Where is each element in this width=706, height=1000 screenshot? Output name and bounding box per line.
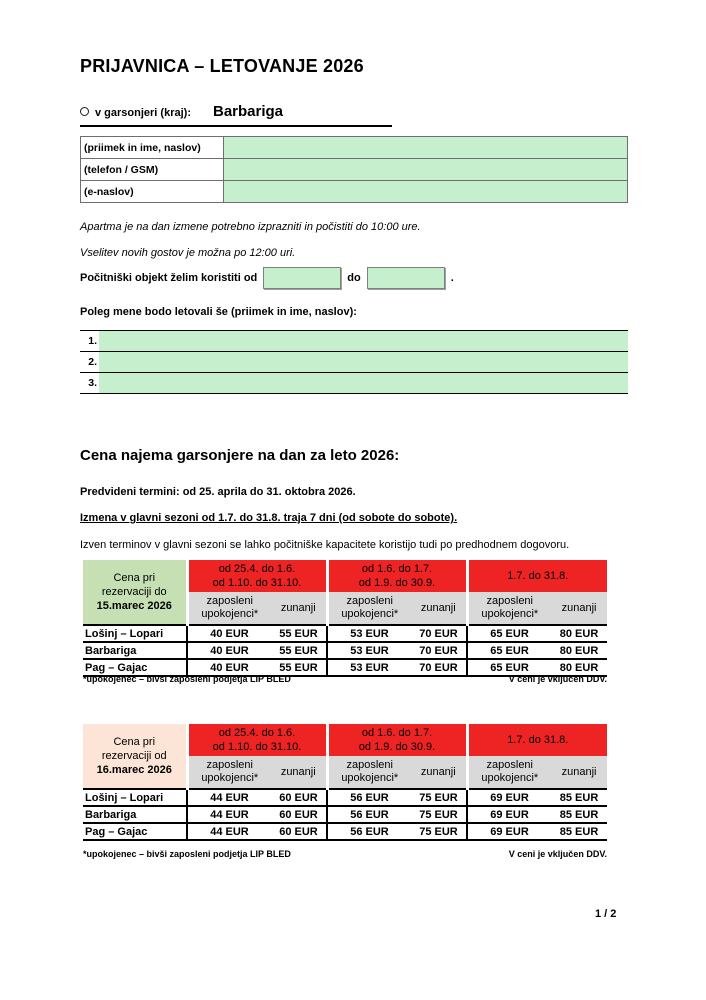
contact-label-email: (e-naslov) — [81, 181, 224, 203]
price-cell: 80 EUR — [551, 659, 607, 676]
price-cell: 80 EUR — [551, 625, 607, 642]
contact-form — [80, 136, 628, 203]
price-cell: 75 EUR — [411, 806, 467, 823]
price-cell: 55 EUR — [271, 625, 327, 642]
table-row — [83, 625, 607, 642]
subheader-external: zunanji — [411, 592, 467, 625]
subheader-external: zunanji — [271, 756, 327, 789]
companion-number: 3. — [80, 373, 99, 394]
period-line2: od 1.10. do 31.10. — [212, 741, 302, 753]
period-line1: od 25.4. do 1.6. — [218, 727, 296, 739]
subheader-employee — [187, 592, 271, 625]
row-label: Lošinj – Lopari — [83, 625, 187, 642]
period-line1: 1.7. do 31.8. — [507, 734, 569, 746]
price-cell: 75 EUR — [411, 789, 467, 806]
subheader-employee — [467, 756, 551, 789]
price-cell: 85 EUR — [551, 789, 607, 806]
companion-number: 1. — [80, 331, 99, 352]
table-row — [80, 331, 628, 352]
date-from-field[interactable] — [263, 267, 341, 289]
subheader-employee — [467, 592, 551, 625]
price-cell: 40 EUR — [187, 642, 271, 659]
footnote-left: *upokojenec – bivši zaposleni podjetja LIP BLED — [83, 849, 291, 859]
price-cell: 55 EUR — [271, 642, 327, 659]
subheader-employee-line1: zaposleni — [346, 759, 393, 771]
price-cell: 69 EUR — [467, 823, 551, 840]
pricing-main-season: Izmena v glavni sezoni od 1.7. do 31.8. traja 7 dni (od sobote do sobote). — [80, 512, 458, 524]
pricing-heading: Cena najema garsonjere na dan za leto 2026: — [80, 447, 400, 464]
corner-line2: rezervaciji od — [101, 750, 167, 762]
subheader-employee-line1: zaposleni — [206, 759, 253, 771]
price-cell: 60 EUR — [271, 823, 327, 840]
price-cell: 85 EUR — [551, 806, 607, 823]
price-cell: 65 EUR — [467, 625, 551, 642]
price-cell: 75 EUR — [411, 823, 467, 840]
subheader-employee-line2: upokojenci* — [201, 608, 259, 620]
companions-table — [80, 330, 628, 394]
price-cell: 53 EUR — [327, 625, 411, 642]
contact-field-phone[interactable] — [224, 159, 628, 181]
subheader-employee-line2: upokojenci* — [341, 772, 399, 784]
contact-field-email[interactable] — [224, 181, 628, 203]
subheader-external: zunanji — [271, 592, 327, 625]
period-line1: 1.7. do 31.8. — [507, 570, 569, 582]
corner-line1: Cena pri — [113, 572, 156, 584]
table-corner-cell — [83, 560, 187, 625]
subheader-external: zunanji — [551, 592, 607, 625]
price-table-late — [83, 724, 607, 841]
price-cell: 56 EUR — [327, 806, 411, 823]
row-label: Pag – Gajac — [83, 659, 187, 676]
price-cell: 40 EUR — [187, 659, 271, 676]
price-cell: 40 EUR — [187, 625, 271, 642]
price-cell: 70 EUR — [411, 625, 467, 642]
contact-field-name[interactable] — [224, 137, 628, 159]
price-cell: 55 EUR — [271, 659, 327, 676]
subheader-employee-line2: upokojenci* — [481, 772, 539, 784]
footnote-right: V ceni je vključen DDV. — [508, 674, 607, 684]
subheader-employee-line2: upokojenci* — [481, 608, 539, 620]
table-row — [83, 642, 607, 659]
subheader-employee — [187, 756, 271, 789]
subheader-employee-line1: zaposleni — [206, 595, 253, 607]
subheader-external: zunanji — [411, 756, 467, 789]
price-cell: 69 EUR — [467, 806, 551, 823]
location-label: v garsonjeri (kraj): — [95, 107, 191, 119]
price-cell: 60 EUR — [271, 789, 327, 806]
subheader-employee — [327, 592, 411, 625]
table-footnote — [83, 849, 607, 859]
table-corner-cell — [83, 724, 187, 789]
price-cell: 69 EUR — [467, 789, 551, 806]
date-to-field[interactable] — [367, 267, 445, 289]
price-cell: 44 EUR — [187, 806, 271, 823]
price-cell: 53 EUR — [327, 642, 411, 659]
table-row — [81, 137, 628, 159]
period-header-1 — [187, 724, 327, 756]
price-cell: 85 EUR — [551, 823, 607, 840]
usage-period-line — [80, 267, 454, 289]
price-cell: 70 EUR — [411, 642, 467, 659]
period-line2: od 1.10. do 31.10. — [212, 577, 302, 589]
subheader-employee-line1: zaposleni — [486, 595, 533, 607]
period-line1: od 1.6. do 1.7. — [361, 563, 433, 575]
ring-bullet-icon — [80, 107, 89, 116]
price-cell: 65 EUR — [467, 642, 551, 659]
period-header-1 — [187, 560, 327, 592]
table-footnote — [83, 674, 607, 684]
row-label: Pag – Gajac — [83, 823, 187, 840]
usage-prefix: Počitniški objekt želim koristiti od — [80, 272, 258, 284]
location-row — [80, 103, 392, 127]
period-header-3 — [467, 560, 607, 592]
row-label: Barbariga — [83, 642, 187, 659]
table-row — [80, 373, 628, 394]
pricing-off-season: Izven terminov v glavni sezoni se lahko počitniške kapacitete koristijo tudi po predhodnem dogovoru. — [80, 539, 570, 551]
corner-date: 15.marec 2026 — [96, 600, 172, 612]
corner-line1: Cena pri — [113, 736, 156, 748]
page-title: PRIJAVNICA – LETOVANJE 2026 — [80, 56, 364, 76]
price-cell: 56 EUR — [327, 789, 411, 806]
period-line1: od 25.4. do 1.6. — [218, 563, 296, 575]
price-cell: 60 EUR — [271, 806, 327, 823]
period-header-2 — [327, 560, 467, 592]
contact-label-name: (priimek in ime, naslov) — [81, 137, 224, 159]
pricing-terms: Predvideni termini: od 25. aprila do 31. oktobra 2026. — [80, 486, 356, 498]
price-cell: 80 EUR — [551, 642, 607, 659]
companions-intro: Poleg mene bodo letovali še (priimek in ime, naslov): — [80, 306, 357, 318]
table-row — [80, 352, 628, 373]
subheader-employee-line2: upokojenci* — [201, 772, 259, 784]
price-cell: 44 EUR — [187, 823, 271, 840]
price-table-early — [83, 560, 607, 677]
subheader-employee-line1: zaposleni — [346, 595, 393, 607]
subheader-employee-line2: upokojenci* — [341, 608, 399, 620]
table-row — [83, 789, 607, 806]
usage-suffix: . — [450, 272, 454, 284]
contact-label-phone: (telefon / GSM) — [81, 159, 224, 181]
companion-number: 2. — [80, 352, 99, 373]
companion-field-1[interactable] — [99, 331, 628, 352]
note-empty-by: Apartma je na dan izmene potrebno izprazniti in počistiti do 10:00 ure. — [80, 221, 421, 233]
price-cell: 53 EUR — [327, 659, 411, 676]
companion-field-2[interactable] — [99, 352, 628, 373]
subheader-external: zunanji — [551, 756, 607, 789]
companion-field-3[interactable] — [99, 373, 628, 394]
subheader-employee-line1: zaposleni — [486, 759, 533, 771]
table-row — [81, 159, 628, 181]
period-line1: od 1.6. do 1.7. — [361, 727, 433, 739]
period-header-3 — [467, 724, 607, 756]
price-cell: 44 EUR — [187, 789, 271, 806]
period-header-2 — [327, 724, 467, 756]
row-label: Barbariga — [83, 806, 187, 823]
corner-line2: rezervaciji do — [101, 586, 167, 598]
footnote-right: V ceni je vključen DDV. — [508, 849, 607, 859]
subheader-employee — [327, 756, 411, 789]
usage-between: do — [347, 272, 361, 284]
price-cell: 56 EUR — [327, 823, 411, 840]
footnote-left: *upokojenec – bivši zaposleni podjetja LIP BLED — [83, 674, 291, 684]
price-cell: 65 EUR — [467, 659, 551, 676]
page-number: 1 / 2 — [595, 908, 617, 920]
period-line2: od 1.9. do 30.9. — [358, 577, 436, 589]
period-line2: od 1.9. do 30.9. — [358, 741, 436, 753]
location-value: Barbariga — [212, 103, 284, 120]
row-label: Lošinj – Lopari — [83, 789, 187, 806]
table-row — [81, 181, 628, 203]
table-row — [83, 806, 607, 823]
price-cell: 70 EUR — [411, 659, 467, 676]
table-row — [83, 823, 607, 840]
note-checkin-after: Vselitev novih gostov je možna po 12:00 uri. — [80, 247, 296, 259]
corner-date: 16.marec 2026 — [96, 764, 172, 776]
